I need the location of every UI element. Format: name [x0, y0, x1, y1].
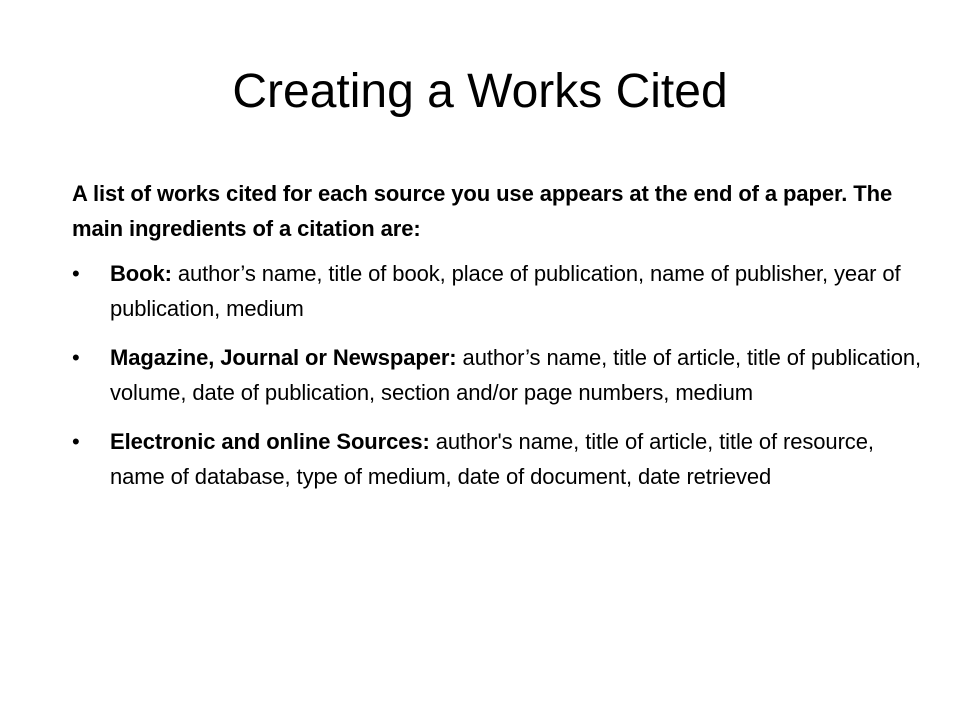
slide-title: Creating a Works Cited	[232, 65, 728, 118]
bullet-icon: •	[72, 345, 80, 370]
slide-body	[72, 176, 922, 508]
bullet-text: author’s name, title of article, title of publication, volume, date of publication, section and/or page numbers, medium	[110, 345, 922, 405]
bullet-text: author’s name, title of book, place of publication, name of publisher, year of publication, medium	[110, 261, 901, 321]
bullet-text: author's name, title of article, title of resource, name of database, type of medium, date of document, date retrieved	[110, 429, 874, 489]
bullet-heading: Magazine, Journal or Newspaper:	[110, 345, 457, 370]
bullet-item-book	[72, 256, 922, 326]
bullet-item-electronic	[72, 424, 922, 494]
bullet-icon: •	[72, 429, 80, 454]
bullet-item-periodical	[72, 340, 922, 410]
bullet-icon: •	[72, 261, 80, 286]
bullet-list	[72, 256, 922, 494]
bullet-heading: Electronic and online Sources:	[110, 429, 430, 454]
intro-paragraph: A list of works cited for each source you use appears at the end of a paper. The main ingredients of a citation are:	[72, 181, 893, 241]
bullet-heading: Book:	[110, 261, 172, 286]
